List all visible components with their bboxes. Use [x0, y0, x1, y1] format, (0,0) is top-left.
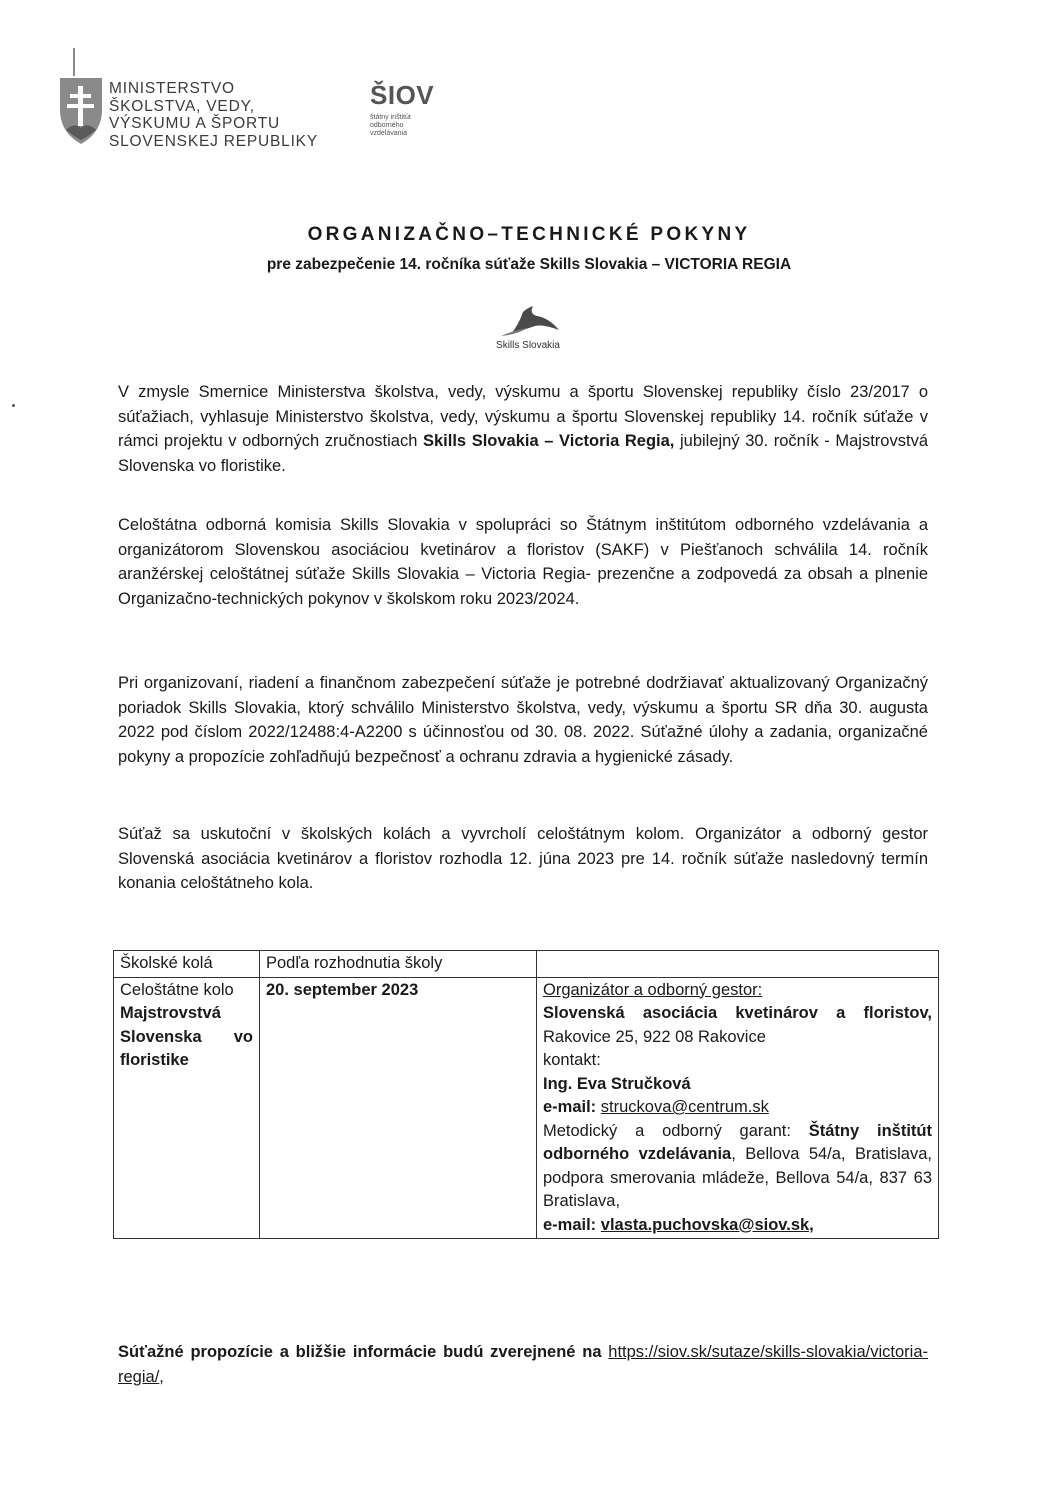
siov-sub-line: odborného — [370, 122, 404, 129]
letterhead — [58, 42, 558, 172]
organizer-address: Rakovice 25, 922 08 Rakovice — [543, 1027, 766, 1046]
email-label: e-mail: — [543, 1098, 601, 1116]
email-link[interactable]: vlasta.puchovska@siov.sk, — [600, 1215, 814, 1234]
siov-subtitle — [370, 114, 434, 138]
table-cell — [537, 977, 939, 1239]
ministry-line: SLOVENSKEJ REPUBLIKY — [109, 132, 318, 150]
ministry-line: ŠKOLSTVA, VEDY, — [109, 97, 255, 115]
garant-label: Metodický a odborný garant: — [543, 1121, 809, 1140]
round-date: 20. september 2023 — [266, 980, 419, 999]
ministry-line: MINISTERSTVO — [109, 80, 235, 97]
siov-sub-line: vzdelávania — [370, 130, 407, 137]
ministry-line: VÝSKUMU A ŠPORTU — [109, 115, 281, 132]
ministry-name — [109, 80, 318, 150]
garant-address: , Bellova 54/a, Bratislava, podpora smerovania mládeže, Bellova 54/a, 837 63 Bratislava, — [543, 1145, 932, 1210]
siov-name: ŠIOV — [370, 80, 435, 110]
footer-text: Súťažné propozície a bližšie informácie budú zverejnené na — [118, 1343, 609, 1361]
rules-paragraph: Pri organizovaní, riadení a finančnom zabezpečení súťaže je potrebné dodržiavať aktualizovaný Organizačný poriadok Skills Slovakia, ktorý schválilo Ministerstvo školstva, vedy, výskumu a športu SR dňa 30. augusta 2022 pod číslom 2022/12488:4-A2200 s účinnosťou od 30. 08. 2022. Súťažné úlohy a zadania, organizačné pokyny a propozície zohľadňujú bezpečnosť a ochranu zdravia a hygienické zásady. — [118, 674, 928, 766]
rounds-table — [113, 950, 939, 1239]
competition-url-link[interactable]: https://siov.sk/sutaze/skills-slovakia/victoria-regia/ — [118, 1343, 928, 1386]
footer-tail: , — [159, 1367, 164, 1386]
table-cell — [260, 977, 537, 1239]
footer-note — [118, 1340, 928, 1389]
skills-slovakia-mark-icon — [493, 304, 563, 338]
table-cell: Školské kolá — [114, 951, 260, 978]
organizer-label: Organizátor a odborný gestor: — [543, 980, 763, 999]
garant-info — [543, 1120, 932, 1214]
document-title: ORGANIZAČNO–TECHNICKÉ POKYNY — [307, 224, 751, 245]
email-link[interactable]: struckova@centrum.sk — [600, 1098, 769, 1116]
organizer-name: Slovenská asociácia kvetinárov a floristov, — [543, 1004, 932, 1022]
commission-paragraph: Celoštátna odborná komisia Skills Slovakia v spolupráci so Štátnym inštitútom odborného vzdelávania a organizátorom Slovenskou asociáciou kvetinárov a floristov (SAKF) v Piešťanoch schválila 14. ročník aranžérskej celoštátnej súťaže Skills Slovakia – Victoria Regia- prezenčne a zodpovedá za obsah a plnenie Organizačno-technických pokynov v školskom roku 2023/2024. — [118, 516, 928, 608]
table-row — [114, 951, 939, 978]
organizer-info — [543, 1002, 932, 1049]
state-emblem-icon — [58, 48, 104, 148]
round-title — [120, 1002, 253, 1073]
contact-person — [543, 1073, 932, 1097]
table-cell — [537, 951, 939, 978]
round-title-text: Majstrovstvá Slovenska vo floristike — [120, 1004, 253, 1069]
competition-name: Skills Slovakia – Victoria Regia, — [422, 432, 675, 450]
table-cell: Podľa rozhodnutia školy — [260, 951, 537, 978]
intro-text: V zmysle Smernice Ministerstva školstva, vedy, výskumu a športu Slovenskej republiky číslo 23/2017 o súťažiach, vyhlasuje Ministerstvo školstva, vedy, výskumu a športu Slovenskej republiky 14. ročník súťaže v rámci projektu v odborných zručnostiach — [118, 383, 928, 450]
table-row — [114, 977, 939, 1239]
intro-paragraph — [118, 380, 928, 478]
rounds-paragraph: Súťaž sa uskutoční v školských kolách a vyvrcholí celoštátnym kolom. Organizátor a odborný gestor Slovenská asociácia kvetinárov a floristov rozhodla 12. júna 2023 pre 14. ročník súťaže nasledovný termín konania celoštátneho kola. — [118, 825, 928, 892]
scan-speck — [12, 404, 15, 407]
skills-logo-text: Skills Slovakia — [496, 340, 560, 351]
email-label: e-mail: — [543, 1215, 601, 1234]
skills-slovakia-logo — [478, 304, 578, 364]
document-subtitle: pre zabezpečenie 14. ročníka súťaže Skills Slovakia – VICTORIA REGIA — [266, 256, 792, 273]
round-name: Celoštátne kolo — [120, 980, 234, 999]
contact-name: Ing. Eva Stručková — [543, 1074, 691, 1093]
contact-email-row — [543, 1096, 932, 1120]
garant-name: Štátny inštitút odborného vzdelávania — [543, 1121, 932, 1163]
contact-label: kontakt: — [543, 1051, 601, 1069]
garant-email-row — [543, 1214, 932, 1238]
intro-text-end: jubilejný 30. ročník - Majstrovstvá Slovenska vo floristike. — [118, 432, 928, 475]
table-cell — [114, 977, 260, 1239]
siov-sub-line: štátny inštitút — [370, 114, 411, 121]
siov-logo — [370, 80, 434, 138]
